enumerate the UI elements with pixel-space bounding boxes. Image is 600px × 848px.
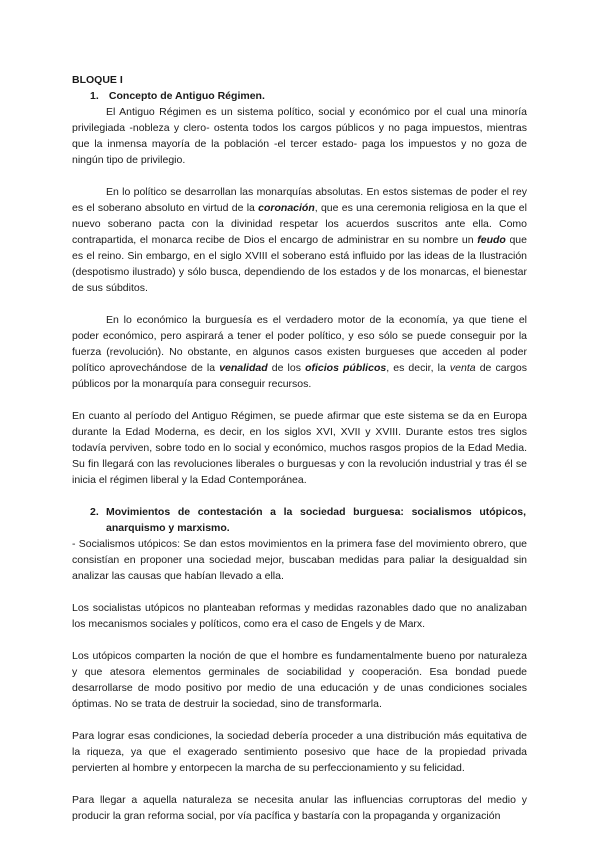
- document-body: [72, 72, 527, 824]
- section-2-paragraph-4: Para lograr esas condiciones, la sociedad debería proceder a una distribución más equitativa de la riqueza, ya que el exagerado sentimiento posesivo que hace de la propiedad privada pervierten al hombre y entorpecen la marcha de su perfeccionamiento y su felicidad.: [72, 730, 527, 774]
- section-2-title: Movimientos de contestación a la sociedad burguesa: socialismos utópicos, anarquismo y marxismo.: [106, 506, 526, 534]
- paragraph-text: , es decir, la: [386, 362, 450, 374]
- section-1-paragraph-3: [72, 312, 527, 392]
- section-2-paragraph-3: Los utópicos comparten la noción de que el hombre es fundamentalmente bueno por naturaleza y que atesora elementos germinales de sociabilidad y cooperación. Esa bondad puede desarrollarse de modo positivo por medio de una educación y de unas condiciones sociales óptimas. No se trata de destruir la sociedad, sino de transformarla.: [72, 650, 527, 710]
- emphasis-term-venalidad: venalidad: [219, 362, 268, 374]
- paragraph-text: , que es una ceremonia religiosa en la que el nuevo soberano pacta con la divinidad respetar los acuerdos suscritos ante ella. Como contrapartida, el monarca recibe de Dios el encargo de administrar en su nombre un: [72, 202, 527, 246]
- block-title: BLOQUE I: [72, 74, 123, 86]
- section-2-paragraph-1: - Socialismos utópicos: Se dan estos movimientos en la primera fase del movimiento obrero, que consistían en proponer una sociedad mejor, buscaban medidas para paliar la desigualdad sin analizar las causas que habían llevado a ella.: [72, 538, 527, 582]
- section-2-number: 2.: [90, 506, 99, 518]
- section-2-heading: [72, 504, 527, 536]
- paragraph-text: que es el reino. Sin embargo, en el siglo XVIII el soberano está influido por las ideas de la Ilustración (despotismo ilustrado) y sólo busca, dependiendo de los estados y de los monarcas, el bienestar de sus súbditos.: [72, 234, 527, 294]
- section-2-paragraph-2: Los socialistas utópicos no planteaban reformas y medidas razonables dado que no analizaban los mecanismos sociales y políticos, como era el caso de Engels y de Marx.: [72, 602, 527, 630]
- paragraph-text: En lo político se desarrollan las monarquías absolutas. En estos sistemas de poder el rey es el soberano absoluto en virtud de la: [72, 186, 527, 214]
- emphasis-term-oficios-publicos: oficios públicos: [305, 362, 387, 374]
- paragraph-text: En lo económico la burguesía es el verdadero motor de la economía, ya que tiene el poder económico, pero aspirará a tener el poder político, y eso sólo se puede conseguir por la fuerza (revolución). No obstante, en algunos casos existen burgueses que acceden al poder político aprovechándose de la: [72, 314, 527, 374]
- section-1-title: Concepto de Antiguo Régimen.: [108, 90, 265, 102]
- section-2-paragraph-5: Para llegar a aquella naturaleza se necesita anular las influencias corruptoras del medio y producir la gran reforma social, por vía pacífica y bastaría con la propaganda y organización: [72, 794, 527, 822]
- paragraph-text: de los: [267, 362, 306, 374]
- emphasis-term-coronacion: coronación: [258, 202, 315, 214]
- section-1-heading: [72, 88, 527, 104]
- section-1-number: 1.: [90, 90, 99, 102]
- section-1-paragraph-1: El Antiguo Régimen es un sistema político, social y económico por el cual una minoría privilegiada -nobleza y clero- ostenta todos los cargos públicos y no paga impuestos, mientras que la inmensa mayoría de la población -el tercer estado- paga los impuestos y no goza de ningún tipo de privilegio.: [72, 106, 527, 166]
- emphasis-term-venta: venta: [449, 362, 476, 374]
- section-1-paragraph-2: [72, 184, 527, 296]
- emphasis-term-feudo: feudo: [477, 234, 506, 246]
- section-1-paragraph-4: En cuanto al período del Antiguo Régimen, se puede afirmar que este sistema se da en Europa durante la Edad Moderna, es decir, en los siglos XVI, XVII y XVIII. Durante estos tres siglos todavía perviven, sobre todo en lo social y económico, muchos rasgos propios de la Edad Media. Su fin llegará con las revoluciones liberales o burguesas y con la revolución industrial y tras él se inicia el régimen liberal y la Edad Contemporánea.: [72, 410, 527, 486]
- paragraph-text: de cargos públicos por la monarquía para conseguir recursos.: [72, 362, 528, 390]
